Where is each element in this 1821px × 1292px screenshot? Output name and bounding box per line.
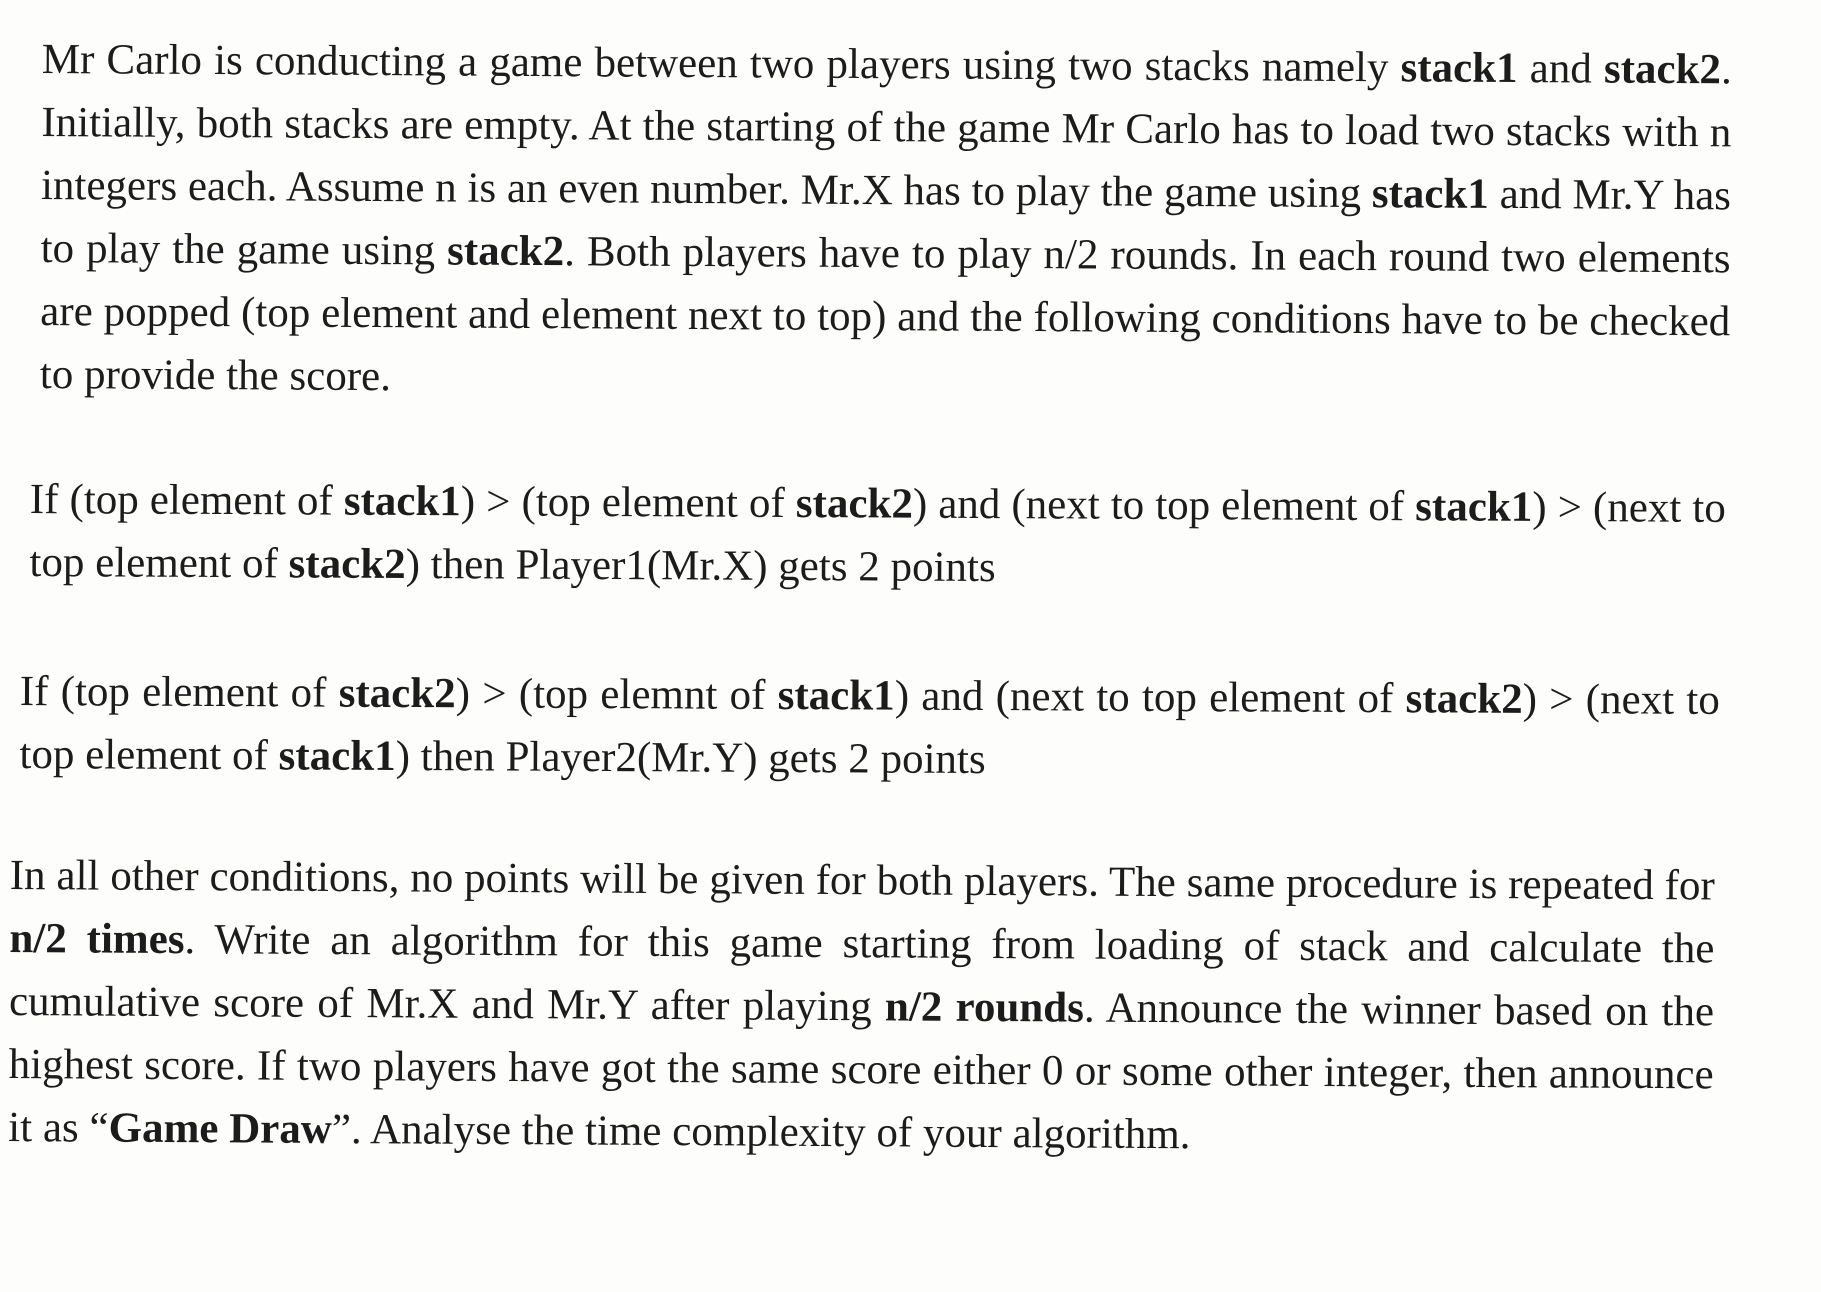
text-segment: ) and (next to top element of	[912, 480, 1416, 531]
paragraph-task-instructions	[8, 844, 1715, 1169]
bold-term: stack2	[1405, 675, 1523, 723]
text-segment: ) and (next to top element of	[894, 672, 1406, 723]
bold-term: stack1	[343, 477, 461, 526]
text-segment: ) then Player2(Mr.Y) gets 2 points	[395, 732, 986, 784]
paragraph-problem-statement	[40, 28, 1732, 416]
paragraph-condition-player1	[29, 468, 1726, 603]
bold-term: stack1	[1415, 483, 1533, 531]
text-segment: If (top element of	[29, 475, 344, 525]
bold-term: n/2 times	[9, 914, 185, 964]
bold-term: stack1	[1371, 170, 1490, 218]
text-segment: . Initially, both stacks are empty. At the starting of the game Mr Carlo has to load two stacks with n integers each. Assume n is an even number. Mr.X has to play the game using	[40, 46, 1732, 218]
text-segment: ) then Player1(Mr.X) gets 2 points	[405, 540, 996, 592]
text-segment: . Write an algorithm for this game starting from loading of stack and calculate the cumulative score of Mr.X and Mr.Y after playing	[8, 916, 1715, 1031]
paragraph-condition-player2	[19, 660, 1720, 795]
text-segment: ) > (next to top element of	[29, 483, 1726, 588]
bold-term: stack1	[777, 671, 895, 720]
bold-term: stack2	[1603, 45, 1722, 94]
text-segment: and	[1517, 45, 1605, 93]
text-segment: In all other conditions, no points will be given for both players. The same procedure is repeated for	[9, 851, 1715, 910]
text-segment: ”. Analyse the time complexity of your algorithm.	[331, 1105, 1191, 1159]
bold-term: n/2 rounds	[884, 983, 1085, 1032]
text-segment: . Both players have to play n/2 rounds. In each round two elements are popped (top element and element next to top) and the following conditions have to be checked to provide the score.	[39, 228, 1731, 401]
text-segment: ) > (next to top element of	[19, 675, 1720, 780]
bold-term: Game Draw	[108, 1104, 333, 1153]
text-segment: Mr Carlo is conducting a game between two players using two stacks namely	[41, 35, 1401, 92]
bold-term: stack2	[446, 227, 565, 276]
bold-term: stack2	[338, 669, 456, 718]
text-segment: and Mr.Y has to play the game using	[40, 170, 1732, 275]
bold-term: stack1	[278, 732, 396, 780]
text-segment: ) > (top element of	[460, 478, 796, 528]
bold-term: stack2	[288, 540, 406, 588]
text-segment: ) > (top elemnt of	[455, 670, 778, 719]
text-segment: If (top element of	[19, 667, 339, 717]
bold-term: stack1	[1400, 44, 1518, 93]
bold-term: stack2	[795, 480, 914, 528]
text-segment: . Announce the winner based on the highest score. If two players have got the same score either 0 or some other integer, then announce it as “	[8, 984, 1715, 1152]
